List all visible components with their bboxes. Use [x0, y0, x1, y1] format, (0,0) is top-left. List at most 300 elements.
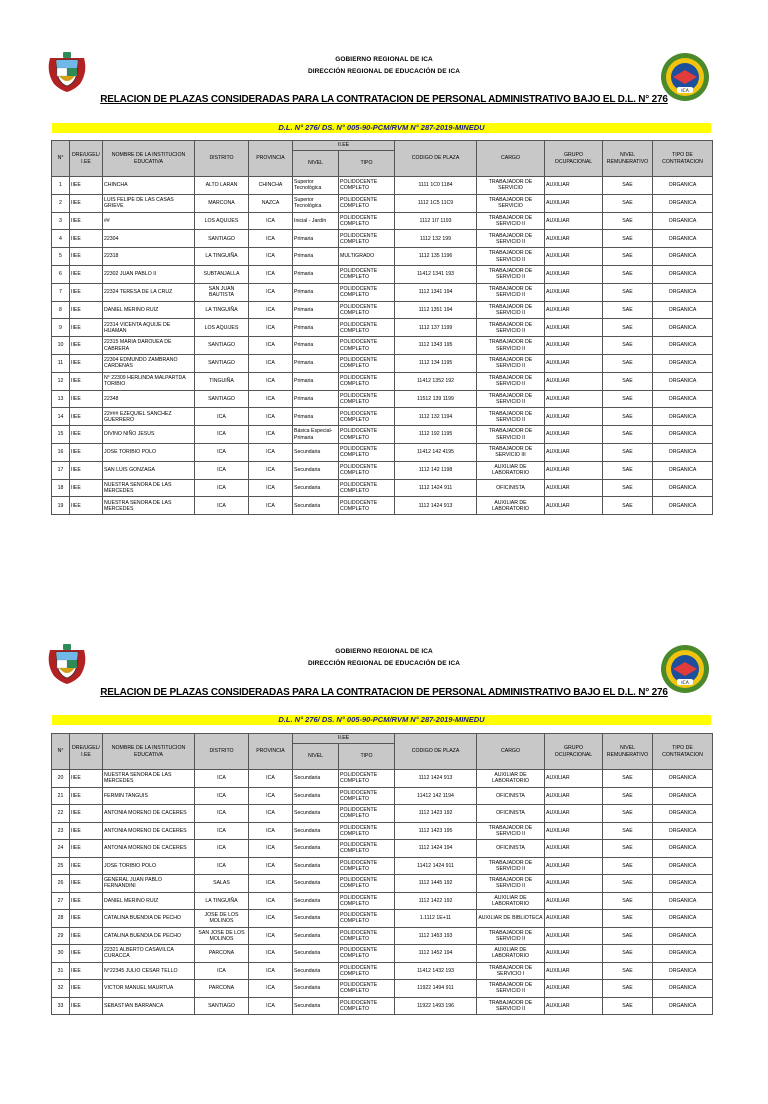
- plazas-table-page-1: [51, 140, 713, 515]
- cell-ugel: IIEE: [70, 337, 103, 355]
- cell-tipo: POLIDOCENTE COMPLETO: [339, 787, 395, 805]
- table-row: [52, 479, 713, 497]
- cell-institucion: FERMIN TANGUIS: [103, 787, 195, 805]
- cell-nivel-remunerativo: SAE: [603, 980, 653, 998]
- table-row: [52, 337, 713, 355]
- cell-ugel: IIEE: [70, 997, 103, 1015]
- cell-provincia: ICA: [249, 770, 293, 788]
- cell-nivel-remunerativo: SAE: [603, 857, 653, 875]
- cell-nivel: Secundaria: [293, 770, 339, 788]
- cell-ugel: IIEE: [70, 230, 103, 248]
- cell-ugel: IIEE: [70, 805, 103, 823]
- cell-tipo: POLIDOCENTE COMPLETO: [339, 212, 395, 230]
- cell-nivel-remunerativo: SAE: [603, 945, 653, 963]
- cell-institucion: GENERAL JUAN PABLO FERNANDINI: [103, 875, 195, 893]
- col-header-cargo: CARGO: [477, 141, 545, 177]
- cell-number: 16: [52, 443, 70, 461]
- cell-codigo: 1112 1423 195: [395, 822, 477, 840]
- table-row: [52, 962, 713, 980]
- cell-number: 26: [52, 875, 70, 893]
- col-header-n: N°: [52, 141, 70, 177]
- cell-tipo-contratacion: ORGANICA: [653, 248, 713, 266]
- cell-nivel: Primaria: [293, 319, 339, 337]
- cell-nivel: Primaria: [293, 408, 339, 426]
- cell-number: 32: [52, 980, 70, 998]
- cell-tipo-contratacion: ORGANICA: [653, 875, 713, 893]
- cell-number: 17: [52, 461, 70, 479]
- cell-number: 12: [52, 372, 70, 390]
- col-header-tipo: TIPO: [339, 744, 395, 770]
- cell-ugel: IIEE: [70, 319, 103, 337]
- cell-tipo: POLIDOCENTE COMPLETO: [339, 319, 395, 337]
- cell-institucion: 22304 EDMUNDO ZAMBRANO CARDENAS: [103, 354, 195, 372]
- cell-nivel: Secundaria: [293, 443, 339, 461]
- cell-tipo: POLIDOCENTE COMPLETO: [339, 301, 395, 319]
- cell-provincia: ICA: [249, 822, 293, 840]
- cell-grupo: AUXILIAR: [545, 265, 603, 283]
- cell-tipo: POLIDOCENTE COMPLETO: [339, 822, 395, 840]
- cell-tipo-contratacion: ORGANICA: [653, 910, 713, 928]
- cell-nivel: Primaria: [293, 390, 339, 408]
- cell-tipo-contratacion: ORGANICA: [653, 479, 713, 497]
- cell-nivel: Primaria: [293, 354, 339, 372]
- document-title: RELACION DE PLAZAS CONSIDERADAS PARA LA CONTRATACION DE PERSONAL ADMINISTRATIVO BAJO EL D.L. N° 276: [100, 687, 668, 698]
- cell-institucion: ##: [103, 212, 195, 230]
- cell-tipo: POLIDOCENTE COMPLETO: [339, 980, 395, 998]
- cell-number: 7: [52, 283, 70, 301]
- cell-cargo: AUXILIAR DE BIBLIOTECA: [477, 910, 545, 928]
- cell-cargo: TRABAJADOR DE SERVICIO II: [477, 408, 545, 426]
- cell-nivel: Inicial - Jardín: [293, 212, 339, 230]
- cell-tipo: POLIDOCENTE COMPLETO: [339, 408, 395, 426]
- cell-institucion: 22315 MARIA DAROUEA DE CABRERA: [103, 337, 195, 355]
- cell-tipo: POLIDOCENTE COMPLETO: [339, 354, 395, 372]
- table-row: [52, 945, 713, 963]
- cell-codigo: 1112 142 1198: [395, 461, 477, 479]
- cell-grupo: AUXILIAR: [545, 787, 603, 805]
- cell-nivel-remunerativo: SAE: [603, 787, 653, 805]
- cell-provincia: ICA: [249, 805, 293, 823]
- cell-ugel: IIEE: [70, 426, 103, 444]
- table-row: [52, 283, 713, 301]
- cell-number: 21: [52, 787, 70, 805]
- cell-codigo: 1112 134 1195: [395, 354, 477, 372]
- cell-cargo: AUXILIAR DE LABORATORIO: [477, 945, 545, 963]
- cell-tipo-contratacion: ORGANICA: [653, 265, 713, 283]
- cell-number: 14: [52, 408, 70, 426]
- cell-distrito: PARCONA: [195, 980, 249, 998]
- cell-tipo: POLIDOCENTE COMPLETO: [339, 497, 395, 515]
- table-row: [52, 997, 713, 1015]
- cell-codigo: 1112 132 1194: [395, 408, 477, 426]
- cell-nivel: Primaria: [293, 230, 339, 248]
- cell-distrito: TINGUIÑA: [195, 372, 249, 390]
- cell-nivel-remunerativo: SAE: [603, 265, 653, 283]
- cell-distrito: ICA: [195, 497, 249, 515]
- col-header-nivel: NIVEL: [293, 744, 339, 770]
- cell-codigo: 1112 1341 194: [395, 283, 477, 301]
- cell-institucion: N° 22309 HERLINDA MALPARTDA TORIBIO: [103, 372, 195, 390]
- cell-ugel: IIEE: [70, 408, 103, 426]
- cell-codigo: 1112 1343 195: [395, 337, 477, 355]
- cell-cargo: TRABAJADOR DE SERVICIO I: [477, 962, 545, 980]
- cell-tipo: POLIDOCENTE COMPLETO: [339, 443, 395, 461]
- cell-nivel-remunerativo: SAE: [603, 319, 653, 337]
- cell-nivel-remunerativo: SAE: [603, 212, 653, 230]
- cell-tipo-contratacion: ORGANICA: [653, 945, 713, 963]
- cell-institucion: ANTONIA MORENO DE CACERES: [103, 840, 195, 858]
- header-line-1: GOBIERNO REGIONAL DE ICA: [335, 648, 433, 655]
- cell-provincia: ICA: [249, 875, 293, 893]
- cell-cargo: OFICINISTA: [477, 805, 545, 823]
- cell-nivel: Secundaria: [293, 479, 339, 497]
- cell-provincia: ICA: [249, 408, 293, 426]
- cell-ugel: IIEE: [70, 177, 103, 195]
- cell-tipo-contratacion: ORGANICA: [653, 319, 713, 337]
- cell-nivel-remunerativo: SAE: [603, 910, 653, 928]
- cell-grupo: AUXILIAR: [545, 980, 603, 998]
- cell-tipo: POLIDOCENTE COMPLETO: [339, 962, 395, 980]
- cell-tipo-contratacion: ORGANICA: [653, 390, 713, 408]
- seal-label: ICA: [681, 89, 689, 94]
- cell-grupo: AUXILIAR: [545, 390, 603, 408]
- cell-nivel-remunerativo: SAE: [603, 497, 653, 515]
- cell-tipo-contratacion: ORGANICA: [653, 408, 713, 426]
- cell-tipo-contratacion: ORGANICA: [653, 980, 713, 998]
- cell-provincia: ICA: [249, 301, 293, 319]
- cell-nivel: Secundaria: [293, 927, 339, 945]
- cell-nivel-remunerativo: SAE: [603, 875, 653, 893]
- cell-cargo: TRABAJADOR DE SERVICIO II: [477, 997, 545, 1015]
- cell-tipo: POLIDOCENTE COMPLETO: [339, 910, 395, 928]
- cell-codigo: 1112 1445 192: [395, 875, 477, 893]
- cell-number: 22: [52, 805, 70, 823]
- cell-tipo: POLIDOCENTE COMPLETO: [339, 337, 395, 355]
- cell-ugel: IIEE: [70, 945, 103, 963]
- cell-ugel: IIEE: [70, 962, 103, 980]
- table-row: [52, 301, 713, 319]
- cell-nivel: Primaria: [293, 301, 339, 319]
- cell-ugel: IIEE: [70, 910, 103, 928]
- cell-institucion: DANIEL MERINO RUIZ: [103, 892, 195, 910]
- table-row: [52, 787, 713, 805]
- table-row: [52, 927, 713, 945]
- cell-cargo: TRABAJADOR DE SERVICIO III: [477, 443, 545, 461]
- cell-tipo-contratacion: ORGANICA: [653, 212, 713, 230]
- cell-institucion: CATALINA BUENDIA DE PECHO: [103, 910, 195, 928]
- cell-tipo: POLIDOCENTE COMPLETO: [339, 390, 395, 408]
- cell-nivel: Secundaria: [293, 497, 339, 515]
- cell-number: 4: [52, 230, 70, 248]
- cell-nivel-remunerativo: SAE: [603, 479, 653, 497]
- cell-grupo: AUXILIAR: [545, 962, 603, 980]
- cell-ugel: IIEE: [70, 497, 103, 515]
- cell-number: 20: [52, 770, 70, 788]
- cell-nivel-remunerativo: SAE: [603, 390, 653, 408]
- cell-number: 24: [52, 840, 70, 858]
- col-header-contrato: TIPO DE CONTRATACION: [653, 734, 713, 770]
- cell-distrito: SANTIAGO: [195, 997, 249, 1015]
- cell-number: 15: [52, 426, 70, 444]
- cell-ugel: IIEE: [70, 443, 103, 461]
- cell-tipo: POLIDOCENTE COMPLETO: [339, 372, 395, 390]
- cell-ugel: IIEE: [70, 301, 103, 319]
- table-row: [52, 212, 713, 230]
- cell-distrito: ICA: [195, 770, 249, 788]
- cell-nivel: Secundaria: [293, 875, 339, 893]
- document-page-1: [0, 0, 768, 512]
- cell-institucion: NUESTRA SENORA DE LAS MERCEDES: [103, 497, 195, 515]
- table-row: [52, 892, 713, 910]
- cell-grupo: AUXILIAR: [545, 892, 603, 910]
- cell-number: 10: [52, 337, 70, 355]
- cell-codigo: 1.1112 1E+11: [395, 910, 477, 928]
- cell-institucion: 22304: [103, 230, 195, 248]
- cell-cargo: TRABAJADOR DE SERVICIO II: [477, 212, 545, 230]
- cell-tipo-contratacion: ORGANICA: [653, 997, 713, 1015]
- cell-institucion: 22### EZEQUIEL SANCHEZ GUERRERO: [103, 408, 195, 426]
- cell-provincia: ICA: [249, 962, 293, 980]
- cell-grupo: AUXILIAR: [545, 443, 603, 461]
- cell-tipo: POLIDOCENTE COMPLETO: [339, 927, 395, 945]
- cell-nivel: Primaria: [293, 283, 339, 301]
- cell-provincia: ICA: [249, 283, 293, 301]
- cell-institucion: 22302 JUAN PABLO II: [103, 265, 195, 283]
- cell-tipo-contratacion: ORGANICA: [653, 283, 713, 301]
- cell-number: 6: [52, 265, 70, 283]
- cell-codigo: 1112 1351 194: [395, 301, 477, 319]
- cell-distrito: SAN JOSE DE LOS MOLINOS: [195, 927, 249, 945]
- document-title: RELACION DE PLAZAS CONSIDERADAS PARA LA CONTRATACION DE PERSONAL ADMINISTRATIVO BAJO EL D.L. N° 276: [100, 94, 668, 105]
- table-row: [52, 177, 713, 195]
- cell-tipo: POLIDOCENTE COMPLETO: [339, 875, 395, 893]
- cell-provincia: ICA: [249, 927, 293, 945]
- header-line-2: DIRECCIÓN REGIONAL DE EDUCACIÓN DE ICA: [307, 660, 461, 667]
- col-header-ugel: DRE/UGEL/ I.EE: [70, 141, 103, 177]
- cell-distrito: LOS AQUIJES: [195, 212, 249, 230]
- cell-nivel: Superior Tecnológica: [293, 177, 339, 195]
- cell-ugel: IIEE: [70, 840, 103, 858]
- cell-number: 23: [52, 822, 70, 840]
- cell-provincia: ICA: [249, 212, 293, 230]
- cell-nivel: Primaria: [293, 337, 339, 355]
- table-row: [52, 497, 713, 515]
- cell-tipo: POLIDOCENTE COMPLETO: [339, 857, 395, 875]
- cell-grupo: AUXILIAR: [545, 194, 603, 212]
- table-row: [52, 319, 713, 337]
- col-header-tipo: TIPO: [339, 151, 395, 177]
- cell-grupo: AUXILIAR: [545, 479, 603, 497]
- cell-institucion: CATALINA BUENDIA DE PECHO: [103, 927, 195, 945]
- cell-institucion: ANTONIA MORENO DE CACERES: [103, 805, 195, 823]
- cell-codigo: 1112 1422 192: [395, 892, 477, 910]
- cell-nivel: Secundaria: [293, 892, 339, 910]
- col-header-distrito: DISTRITO: [195, 734, 249, 770]
- cell-cargo: TRABAJADOR DE SERVICIO II: [477, 265, 545, 283]
- cell-provincia: ICA: [249, 354, 293, 372]
- cell-nivel: Básica Especial-Primaria: [293, 426, 339, 444]
- cell-grupo: AUXILIAR: [545, 337, 603, 355]
- cell-cargo: TRABAJADOR DE SERVICIO II: [477, 354, 545, 372]
- cell-cargo: TRABAJADOR DE SERVICIO II: [477, 822, 545, 840]
- header-line-2: DIRECCIÓN REGIONAL DE EDUCACIÓN DE ICA: [307, 68, 461, 75]
- table-row: [52, 443, 713, 461]
- cell-codigo: 1112 1424 194: [395, 840, 477, 858]
- col-header-codigo: CODIGO DE PLAZA: [395, 141, 477, 177]
- cell-grupo: AUXILIAR: [545, 212, 603, 230]
- cell-institucion: VICTOR MANUEL MAURTUA: [103, 980, 195, 998]
- cell-tipo-contratacion: ORGANICA: [653, 892, 713, 910]
- cell-cargo: OFICINISTA: [477, 479, 545, 497]
- cell-distrito: MARCONA: [195, 194, 249, 212]
- cell-nivel-remunerativo: SAE: [603, 177, 653, 195]
- cell-tipo-contratacion: ORGANICA: [653, 426, 713, 444]
- cell-nivel-remunerativo: SAE: [603, 770, 653, 788]
- cell-provincia: ICA: [249, 980, 293, 998]
- cell-institucion: N°22345 JULIO CESAR TELLO: [103, 962, 195, 980]
- cell-nivel-remunerativo: SAE: [603, 301, 653, 319]
- cell-distrito: ICA: [195, 962, 249, 980]
- cell-tipo-contratacion: ORGANICA: [653, 962, 713, 980]
- cell-nivel-remunerativo: SAE: [603, 805, 653, 823]
- cell-cargo: AUXILIAR DE LABORATORIO: [477, 892, 545, 910]
- plazas-table-page-2: [51, 733, 713, 1015]
- col-header-iiee: II.EE: [293, 734, 395, 744]
- cell-codigo: 1112 1424 913: [395, 770, 477, 788]
- cell-nivel-remunerativo: SAE: [603, 840, 653, 858]
- cell-nivel: Secundaria: [293, 980, 339, 998]
- cell-nivel-remunerativo: SAE: [603, 927, 653, 945]
- cell-distrito: SAN JUAN BAUTISTA: [195, 283, 249, 301]
- cell-provincia: ICA: [249, 945, 293, 963]
- cell-ugel: IIEE: [70, 892, 103, 910]
- cell-codigo: 11412 142 1194: [395, 787, 477, 805]
- cell-cargo: TRABAJADOR DE SERVICIO II: [477, 927, 545, 945]
- cell-number: 33: [52, 997, 70, 1015]
- document-page-2: [0, 592, 768, 1104]
- col-header-institucion: NOMBRE DE LA INSTITUCION EDUCATIVA: [103, 141, 195, 177]
- cell-provincia: CHINCHA: [249, 177, 293, 195]
- table-row: [52, 372, 713, 390]
- cell-ugel: IIEE: [70, 875, 103, 893]
- cell-cargo: TRABAJADOR DE SERVICIO II: [477, 372, 545, 390]
- cell-nivel-remunerativo: SAE: [603, 337, 653, 355]
- cell-cargo: TRABAJADOR DE SERVICIO II: [477, 857, 545, 875]
- cell-ugel: IIEE: [70, 461, 103, 479]
- cell-tipo-contratacion: ORGANICA: [653, 354, 713, 372]
- cell-grupo: AUXILIAR: [545, 822, 603, 840]
- col-header-remun: NIVEL REMUNERATIVO: [603, 141, 653, 177]
- cell-nivel: Secundaria: [293, 910, 339, 928]
- cell-grupo: AUXILIAR: [545, 301, 603, 319]
- cell-cargo: TRABAJADOR DE SERVICIO II: [477, 390, 545, 408]
- cell-distrito: ICA: [195, 857, 249, 875]
- cell-tipo-contratacion: ORGANICA: [653, 840, 713, 858]
- cell-grupo: AUXILIAR: [545, 770, 603, 788]
- cell-distrito: ICA: [195, 461, 249, 479]
- seal-label: ICA: [681, 681, 689, 686]
- cell-ugel: IIEE: [70, 927, 103, 945]
- cell-codigo: 11412 142 4195: [395, 443, 477, 461]
- cell-distrito: ICA: [195, 787, 249, 805]
- cell-nivel: Secundaria: [293, 822, 339, 840]
- table-row: [52, 426, 713, 444]
- table-row: [52, 875, 713, 893]
- cell-institucion: SAN LUIS GONZAGA: [103, 461, 195, 479]
- cell-tipo-contratacion: ORGANICA: [653, 497, 713, 515]
- cell-grupo: AUXILIAR: [545, 997, 603, 1015]
- cell-codigo: 11412 1424 911: [395, 857, 477, 875]
- table-row: [52, 857, 713, 875]
- cell-tipo: POLIDOCENTE COMPLETO: [339, 177, 395, 195]
- cell-provincia: ICA: [249, 997, 293, 1015]
- cell-number: 9: [52, 319, 70, 337]
- cell-provincia: ICA: [249, 840, 293, 858]
- cell-nivel-remunerativo: SAE: [603, 461, 653, 479]
- col-header-contrato: TIPO DE CONTRATACION: [653, 141, 713, 177]
- cell-nivel: Secundaria: [293, 787, 339, 805]
- cell-provincia: ICA: [249, 390, 293, 408]
- cell-codigo: 11922 1493 196: [395, 997, 477, 1015]
- cell-ugel: IIEE: [70, 770, 103, 788]
- cell-institucion: CHINCHA: [103, 177, 195, 195]
- cell-distrito: ICA: [195, 805, 249, 823]
- cell-number: 28: [52, 910, 70, 928]
- cell-number: 31: [52, 962, 70, 980]
- cell-institucion: 22314 VICENTA AQUIJE DE HUAMAN: [103, 319, 195, 337]
- cell-grupo: AUXILIAR: [545, 426, 603, 444]
- cell-ugel: IIEE: [70, 212, 103, 230]
- cell-cargo: AUXILIAR DE LABORATORIO: [477, 770, 545, 788]
- cell-nivel-remunerativo: SAE: [603, 194, 653, 212]
- cell-codigo: 1112 1424 913: [395, 497, 477, 515]
- cell-tipo: POLIDOCENTE COMPLETO: [339, 840, 395, 858]
- cell-ugel: IIEE: [70, 857, 103, 875]
- cell-distrito: PARCONA: [195, 945, 249, 963]
- cell-nivel: Secundaria: [293, 840, 339, 858]
- cell-tipo: POLIDOCENTE COMPLETO: [339, 805, 395, 823]
- cell-grupo: AUXILIAR: [545, 354, 603, 372]
- cell-provincia: ICA: [249, 319, 293, 337]
- legal-reference-band: D.L. N° 276/ DS. N° 005-90-PCM/RVM N° 287-2019-MINEDU: [52, 715, 711, 725]
- cell-provincia: ICA: [249, 892, 293, 910]
- cell-cargo: TRABAJADOR DE SERVICIO II: [477, 283, 545, 301]
- cell-number: 1: [52, 177, 70, 195]
- cell-grupo: AUXILIAR: [545, 408, 603, 426]
- cell-number: 5: [52, 248, 70, 266]
- cell-number: 18: [52, 479, 70, 497]
- cell-institucion: ANTONIA MORENO DE CACERES: [103, 822, 195, 840]
- cell-institucion: NUESTRA SENORA DE LAS MERCEDES: [103, 479, 195, 497]
- cell-ugel: IIEE: [70, 822, 103, 840]
- col-header-grupo: GRUPO OCUPACIONAL: [545, 734, 603, 770]
- cell-institucion: JOSE TORIBIO POLO: [103, 857, 195, 875]
- cell-nivel-remunerativo: SAE: [603, 283, 653, 301]
- cell-nivel-remunerativo: SAE: [603, 354, 653, 372]
- cell-number: 8: [52, 301, 70, 319]
- cell-institucion: 22321 ALBERTO CASAVILCA CURACCA: [103, 945, 195, 963]
- cell-distrito: ICA: [195, 408, 249, 426]
- cell-nivel-remunerativo: SAE: [603, 892, 653, 910]
- col-header-remun: NIVEL REMUNERATIVO: [603, 734, 653, 770]
- cell-tipo-contratacion: ORGANICA: [653, 230, 713, 248]
- cell-tipo-contratacion: ORGANICA: [653, 372, 713, 390]
- cell-tipo: POLIDOCENTE COMPLETO: [339, 426, 395, 444]
- col-header-codigo: CODIGO DE PLAZA: [395, 734, 477, 770]
- cell-institucion: 22324 TERESA DE LA CRUZ: [103, 283, 195, 301]
- cell-number: 19: [52, 497, 70, 515]
- cell-institucion: 22348: [103, 390, 195, 408]
